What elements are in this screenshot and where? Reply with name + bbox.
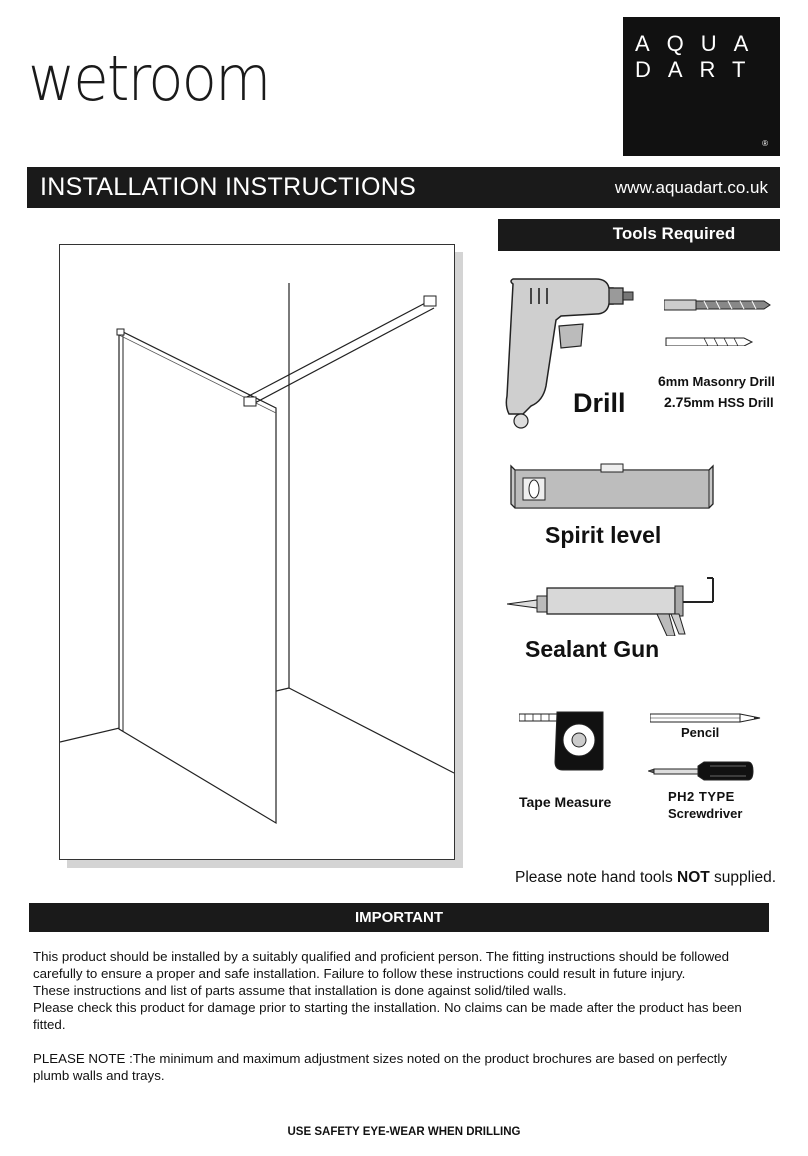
product-title: wetroom: [28, 42, 270, 115]
pencil-icon: [650, 712, 762, 724]
ph2-type-label: PH2 TYPE: [668, 789, 735, 804]
please-note-paragraph: PLEASE NOTE :The minimum and maximum adjustment sizes noted on the product brochures are based on perfectly plumb walls and trays.: [33, 1051, 727, 1083]
important-heading-bar: [29, 903, 769, 932]
note-text-before: Please note hand tools: [515, 869, 678, 886]
tape-measure-label: Tape Measure: [519, 794, 612, 810]
drill-bits-icon: [664, 296, 774, 346]
sealant-gun-icon: [507, 574, 719, 636]
masonry-drill-text: mm Masonry Drill: [665, 374, 775, 389]
aquadart-logo: [623, 17, 780, 156]
masonry-drill-label: [658, 373, 775, 389]
important-heading: IMPORTANT: [354, 909, 444, 926]
registered-mark: ®: [762, 139, 768, 148]
sealant-gun-label: Sealant Gun: [525, 636, 660, 662]
tape-measure-icon: [519, 710, 605, 772]
logo-line-2: DART: [635, 57, 763, 82]
important-paragraph-3: Please check this product for damage prior to starting the installation. No claims can be made after the product has been fitted.: [33, 1000, 742, 1032]
hss-drill-text: mm HSS Drill: [691, 395, 774, 410]
tools-heading-bar: [498, 219, 780, 251]
pencil-label: Pencil: [681, 725, 720, 740]
website-url: www.aquadart.co.uk: [614, 178, 768, 197]
important-paragraph-2: These instructions and list of parts assume that installation is done against solid/tiled walls.: [33, 983, 567, 998]
spirit-level-icon: [509, 462, 715, 512]
header-bar: [27, 167, 780, 208]
document-title: INSTALLATION INSTRUCTIONS: [40, 173, 417, 201]
note-text-after: supplied.: [709, 869, 777, 886]
logo-line-1: AQUA: [635, 31, 766, 56]
screwdriver-label: Screwdriver: [668, 806, 743, 821]
spirit-level-label: Spirit level: [545, 522, 662, 548]
safety-warning: USE SAFETY EYE-WEAR WHEN DRILLING: [287, 1126, 521, 1138]
screwdriver-icon: [648, 760, 754, 784]
hand-tools-note: [515, 869, 776, 887]
tools-heading: Tools Required: [612, 224, 736, 243]
important-paragraph-1: This product should be installed by a suitably qualified and proficient person. The fitting instructions should be followed carefully to ensure a proper and safe installation. Failure to follow these instructions could result in future injury.: [33, 949, 730, 981]
important-body: [33, 948, 761, 1084]
wetroom-panel-drawing: [60, 245, 454, 859]
masonry-drill-size: 6: [658, 373, 666, 389]
wetroom-panel-illustration: [59, 244, 455, 860]
hss-drill-label: [664, 394, 774, 410]
drill-label: Drill: [573, 388, 626, 418]
note-text-bold: NOT: [677, 869, 710, 886]
hss-drill-size: 2.75: [664, 394, 692, 410]
